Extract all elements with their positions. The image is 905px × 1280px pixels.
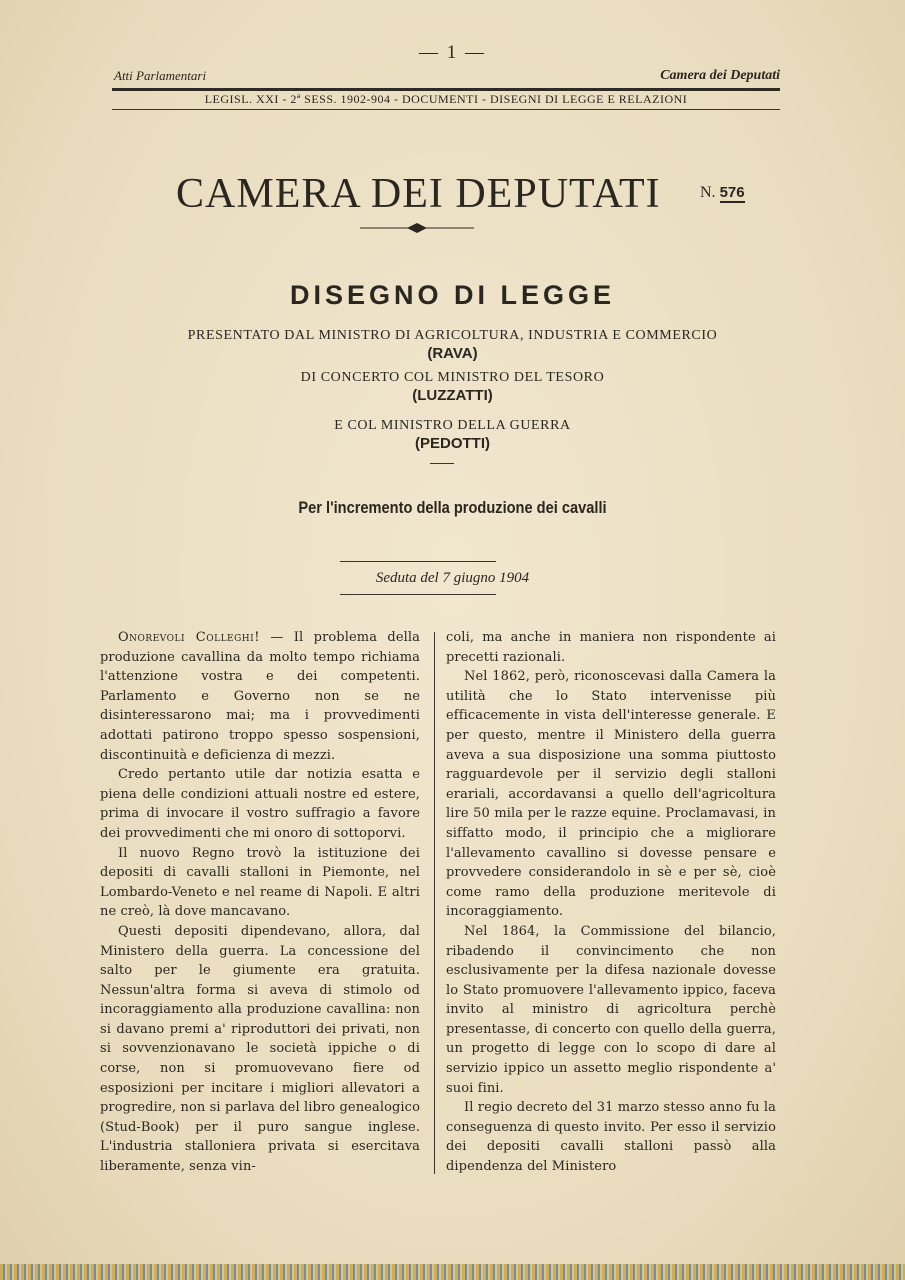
chamber-title: CAMERA DEI DEPUTATI [176,171,661,217]
column-divider [434,632,435,1174]
paragraph: Il nuovo Regno trovò la istituzione dei depositi di cavalli stalloni in Piemonte, nel Lombardo-Veneto e nel reame di Napoli. E altri ne creò, là dove mancavano. [100,845,420,920]
body-column-left [100,628,420,1177]
running-header-left: Atti Parlamentari [114,68,207,83]
sponsor-line-2: DI CONCERTO COL MINISTRO DEL TESORO [300,370,605,385]
document-number-prefix: N. [700,184,716,201]
document-number-value: 576 [719,184,745,201]
bill-type-title: DISEGNO DI LEGGE [289,280,616,310]
paragraph: Questi depositi dipendevano, allora, dal Ministero della guerra. La concessione del salto per le giumente era gratuita. Nessun'altra forma si aveva di stimolo od incoraggiamento alla produzione cavallina: non si davano premi a' riproduttori dei privati, non si sovvenzionavano le società ippiche o di corse, non si promuovevano fiere od esposizioni per incitare i migliori allevatori a progredire, non si parlava del libro genealogico (Stud-Book) per il puro sangue inglese. L'industria stalloniera privata si esercitava liberamente, senza vin- [100,923,420,1175]
paragraph: Nel 1864, la Commissione del bilancio, ribadendo il convincimento che non esclusivamente per la difesa nazionale dovesse lo Stato promuovere l'allevamento ippico, faceva invito al ministro di agricoltura perchè presentasse, di concerto con quello della guerra, un progetto di legge con lo scopo di dare al servizio ippico un assetto meglio rispondente a' suoi fini. [446,923,776,1096]
salutation: Onorevoli Colleghi! [118,630,260,645]
paragraph: coli, ma anche in maniera non rispondente ai precetti razionali. [446,630,776,665]
paragraph [100,628,420,765]
legislature-line: LEGISL. XXI - 2ª SESS. 1902-904 - DOCUMENTI - DISEGNI DI LEGGE E RELAZIONI [204,92,688,106]
running-header [112,66,780,91]
session-rule-top [340,561,496,562]
sponsor-line-1: PRESENTATO DAL MINISTRO DI AGRICOLTURA, INDUSTRIA E COMMERCIO [187,328,718,343]
paragraph: Credo pertanto utile dar notizia esatta e piena delle condizioni attuali nostre ed estere, prima di invocare il vostro suffragio a favore dei provvedimenti che mi onoro di sottoporvi. [100,767,420,841]
sponsor-name-1: (RAVA) [427,345,478,362]
session-date: Seduta del 7 giugno 1904 [375,570,530,586]
paragraph: Il regio decreto del 31 marzo stesso anno fu la conseguenza di questo invito. Per esso il servizio dei depositi cavalli stalloni passò alla dipendenza del Ministero [446,1100,776,1175]
bill-subject: Per l'incremento della produzione dei cavalli [298,498,607,517]
sponsor-name-3: (PEDOTTI) [415,435,490,452]
session-rule-bottom [340,594,496,595]
paragraph: Nel 1862, però, riconoscevasi dalla Camera la utilità che lo Stato intervenisse più efficacemente in vista dell'interesse generale. E per questo, mentre il Ministero della guerra aveva a sua disposizione una somma piuttosto ragguardevole per il servizio degli stalloni erariali, accordavansi a quello dell'agricoltura lire 50 mila per le razze equine. Proclamavasi, in siffatto modo, il principio che a migliorare l'allevamento cavallino si dovesse pensare e provvedere considerandolo in sè e per sè, cioè come ramo della produzione meritevole di incoraggiamento. [446,669,776,920]
header-rule [112,109,780,110]
ornament-divider [360,222,474,234]
sponsor-name-2: (LUZZATTI) [412,387,493,404]
paragraph-text: — Il problema della produzione cavallina da molto tempo richiama l'attenzione vostra e dei competenti. Parlamento e Governo non se ne disinteressarono mai; ma i provvedimenti adottati patirono troppo spesso sospensioni, discontinuità e deficienza di mezzi. [100,630,421,763]
document-number [700,184,745,202]
sponsor-line-3: E COL MINISTRO DELLA GUERRA [334,418,571,433]
running-header-right: Camera dei Deputati [660,68,780,83]
scan-edge-strip [0,1264,905,1280]
body-column-right [446,628,776,1177]
page-number: — 1 — [419,42,486,63]
short-divider [430,463,454,464]
